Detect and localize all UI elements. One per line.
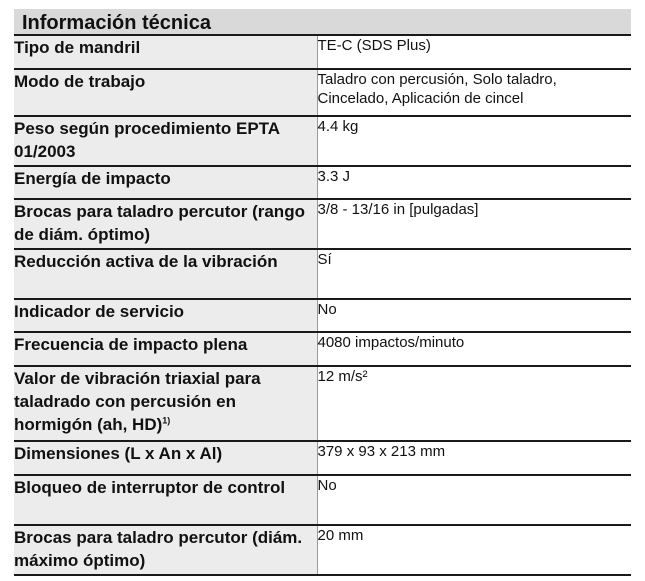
spec-value: 20 mm — [317, 525, 631, 575]
spec-row-active-vibration-reduction — [14, 249, 631, 299]
spec-value-line: Cincelado, Aplicación de cincel — [317, 90, 524, 107]
spec-label: Peso según procedimiento EPTA 01/2003 — [14, 116, 317, 166]
spec-label: Frecuencia de impacto plena — [14, 332, 317, 366]
spec-row-weight — [14, 116, 631, 166]
footnote-marker: 1) — [162, 415, 171, 426]
spec-row-impact-frequency — [14, 332, 631, 366]
spec-value-line: Taladro con percusión, Solo taladro, — [317, 71, 557, 88]
spec-value: 3/8 - 13/16 in [pulgadas] — [317, 199, 631, 249]
spec-row-dimensions — [14, 441, 631, 475]
spec-value: 3.3 J — [317, 166, 631, 199]
spec-value: Sí — [317, 249, 631, 299]
spec-row-hammer-drill-bits-max — [14, 525, 631, 575]
spec-label-text: Valor de vibración triaxial para taladrado con percusión en hormigón (ah, HD) — [14, 369, 261, 434]
spec-value: 379 x 93 x 213 mm — [317, 441, 631, 475]
spec-row-triaxial-vibration — [14, 366, 631, 441]
spec-value: TE-C (SDS Plus) — [317, 36, 631, 69]
spec-label: Reducción activa de la vibración — [14, 249, 317, 299]
spec-value: 4.4 kg — [317, 116, 631, 166]
spec-label: Brocas para taladro percutor (diám. máximo óptimo) — [14, 525, 317, 575]
spec-value: No — [317, 475, 631, 525]
spec-row-hammer-drill-bits-range — [14, 199, 631, 249]
spec-row-chuck-type — [14, 36, 631, 69]
section-title: Información técnica — [14, 9, 631, 36]
spec-row-work-mode — [14, 69, 631, 116]
spec-value: No — [317, 299, 631, 332]
spec-row-impact-energy — [14, 166, 631, 199]
spec-value: 4080 impactos/minuto — [317, 332, 631, 366]
spec-label: Dimensiones (L x An x Al) — [14, 441, 317, 475]
spec-label: Tipo de mandril — [14, 36, 317, 69]
spec-row-service-indicator — [14, 299, 631, 332]
spec-label: Energía de impacto — [14, 166, 317, 199]
spec-value — [317, 69, 631, 116]
specs-table — [14, 36, 631, 576]
spec-label: Indicador de servicio — [14, 299, 317, 332]
spec-row-control-switch-lock — [14, 475, 631, 525]
spec-value: 12 m/s² — [317, 366, 631, 441]
spec-label — [14, 366, 317, 441]
spec-label: Modo de trabajo — [14, 69, 317, 116]
spec-label: Bloqueo de interruptor de control — [14, 475, 317, 525]
spec-label: Brocas para taladro percutor (rango de diám. óptimo) — [14, 199, 317, 249]
technical-info-sheet — [14, 9, 631, 576]
